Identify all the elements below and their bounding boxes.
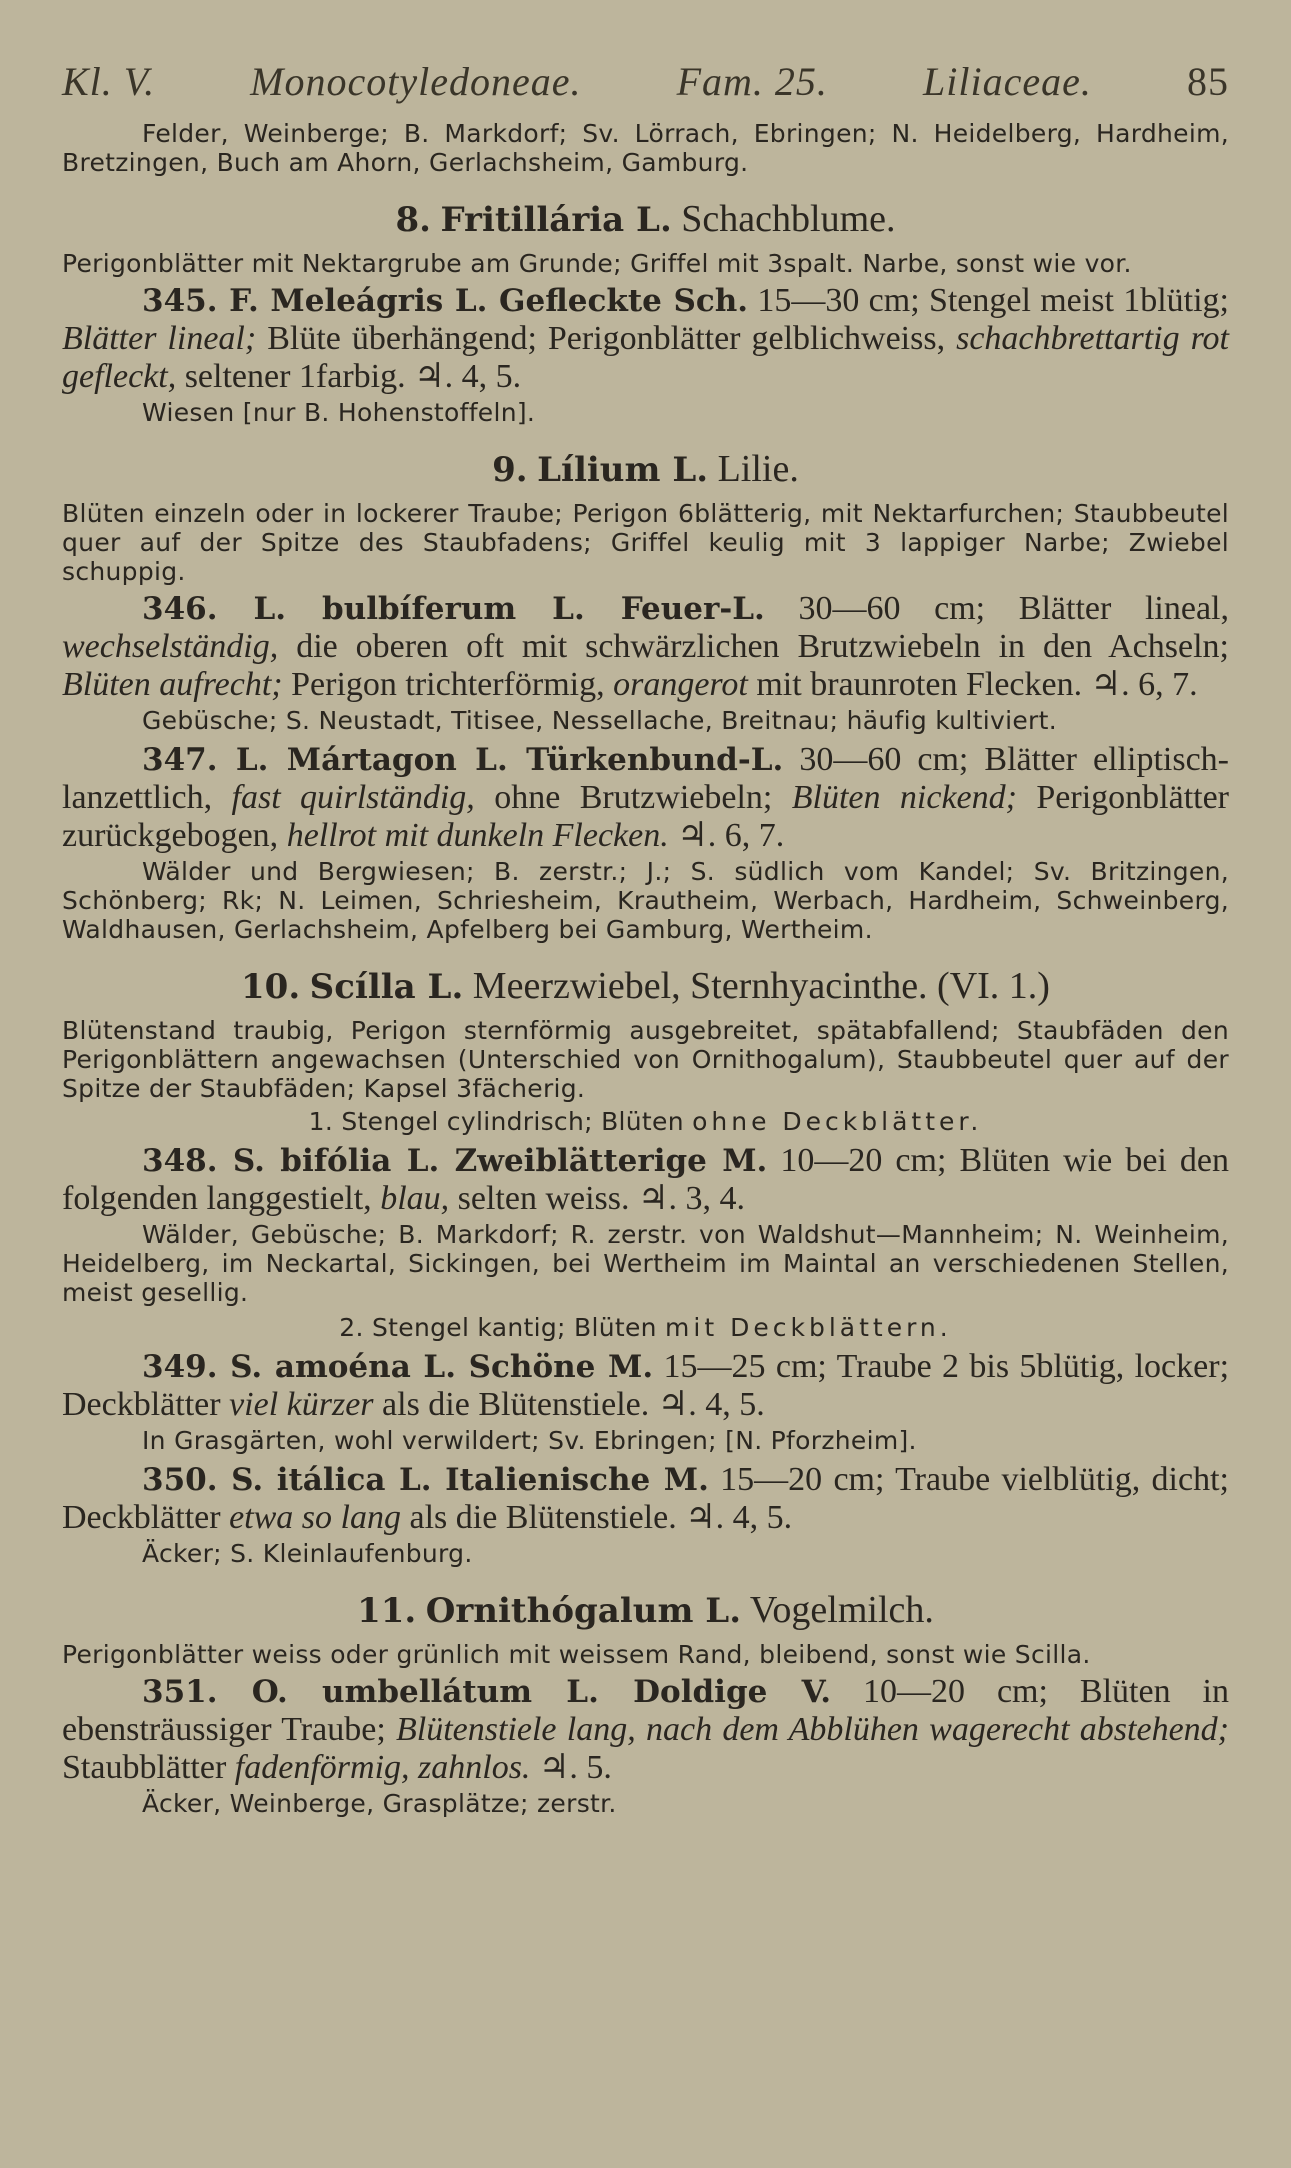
species-italic: Blütenstiele lang, nach dem Abblühen wagerecht abstehend; xyxy=(396,1711,1229,1748)
genus-heading-ornithogalum xyxy=(62,1588,1229,1632)
header-family-number: Fam. 25. xyxy=(676,59,828,104)
species-heading: 345. F. Meleágris L. Gefleckte Sch. xyxy=(142,283,749,319)
species-heading: 351. O. umbellátum L. Doldige V. xyxy=(142,1674,832,1710)
species-entry-351 xyxy=(62,1673,1229,1787)
species-text: ♃. 5. xyxy=(530,1749,612,1786)
species-text: 15—30 cm; Stengel meist 1blütig; xyxy=(748,282,1229,319)
species-text: seltener 1farbig. ♃. 4, 5. xyxy=(176,358,522,395)
species-text: 30—60 cm; Blätter lineal, xyxy=(764,590,1229,627)
species-entry-349 xyxy=(62,1348,1229,1424)
species-text: ♃. 6, 7. xyxy=(668,817,785,854)
species-heading: 347. L. Mártagon L. Türkenbund-L. xyxy=(142,742,784,778)
genus-common-name: Meerzwiebel, Sternhyacinthe. (VI. 1.) xyxy=(472,965,1050,1007)
running-header xyxy=(62,58,1229,105)
species-italic: blau, xyxy=(380,1180,450,1217)
species-text: als die Blütenstiele. ♃. 4, 5. xyxy=(400,1499,793,1536)
header-family: Liliaceae. xyxy=(923,59,1092,104)
key-line-2 xyxy=(62,1313,1229,1342)
species-italic: hellrot mit dunkeln Flecken. xyxy=(286,817,669,854)
species-localities: Gebüsche; S. Neustadt, Titisee, Nessellache, Breitnau; häufig kultiviert. xyxy=(142,706,1057,735)
species-italic: viel kürzer xyxy=(229,1386,374,1423)
species-heading: 350. S. itálica L. Italienische M. xyxy=(142,1462,709,1498)
key-line-1 xyxy=(62,1107,1229,1136)
species-localities: Wälder und Bergwiesen; B. zerstr.; J.; S. südlich vom Kandel; Sv. Britzingen, Schönberg; Rk; N. Leimen, Schriesheim, Krautheim, Werbach, Hardheim, Schweinberg, Waldhausen, Gerlachsheim, Apfelberg bei Gamburg, Wertheim. xyxy=(62,857,1229,944)
genus-name: Lílium L. xyxy=(537,450,709,490)
genus-description: Perigonblätter mit Nektargrube am Grunde; Griffel mit 3spalt. Narbe, sonst wie vor. xyxy=(62,249,1132,278)
species-text: Perigonblätter zurückgebogen, xyxy=(62,779,1230,854)
species-localities: In Grasgärten, wohl verwildert; Sv. Ebringen; [N. Pforzheim]. xyxy=(142,1426,917,1455)
genus-description: Blüten einzeln oder in lockerer Traube; Perigon 6blätterig, mit Nektarfurchen; Staubbeutel quer auf der Spitze des Staubfadens; Griffel keulig mit 3 lappiger Narbe; Zwiebel schuppig. xyxy=(62,499,1229,586)
intro-localities: Felder, Weinberge; B. Markdorf; Sv. Lörrach, Ebringen; N. Heidelberg, Hardheim, Bretzingen, Buch am Ahorn, Gerlachsheim, Gamburg. xyxy=(62,119,1229,177)
genus-heading-scilla xyxy=(62,964,1229,1008)
header-subclass: Monocotyledoneae. xyxy=(250,59,582,104)
genus-name: Fritillária L. xyxy=(440,200,672,240)
species-heading: 348. S. bifólia L. Zweiblätterige M. xyxy=(142,1143,768,1179)
genus-common-name: Schachblume. xyxy=(681,198,896,240)
species-entry-346 xyxy=(62,590,1229,704)
key-spaced-text: mit Deckblättern. xyxy=(665,1313,952,1342)
species-localities: Äcker, Weinberge, Grasplätze; zerstr. xyxy=(142,1789,617,1818)
genus-number: 10. xyxy=(241,967,301,1007)
genus-number: 8. xyxy=(395,200,431,240)
species-localities: Wälder, Gebüsche; B. Markdorf; R. zerstr. von Waldshut—Mannheim; N. Weinheim, Heidelberg, im Neckartal, Sickingen, bei Wertheim im Maintal an verschiedenen Stellen, meist gesellig. xyxy=(62,1220,1229,1307)
species-localities: Wiesen [nur B. Hohenstoffeln]. xyxy=(142,398,536,427)
key-text: 2. Stengel kantig; Blüten xyxy=(339,1313,666,1342)
genus-number: 9. xyxy=(492,450,528,490)
species-italic: etwa so lang xyxy=(229,1499,401,1536)
species-text: 10—20 cm; Blüten in ebensträussiger Traube; xyxy=(62,1673,1229,1748)
species-text: Staubblätter xyxy=(62,1749,235,1786)
header-class: Kl. V. xyxy=(62,59,156,104)
species-text: mit braunroten Flecken. ♃. 6, 7. xyxy=(747,666,1198,703)
species-italic: orangerot xyxy=(613,666,748,703)
species-text: 15—20 cm; Traube vielblütig, dicht; Deckblätter xyxy=(62,1461,1229,1536)
species-italic: schachbrettartig rot gefleckt, xyxy=(62,320,1230,395)
species-italic: Blätter lineal; xyxy=(62,320,257,357)
species-text: Perigon trichterförmig, xyxy=(282,666,614,703)
genus-common-name: Lilie. xyxy=(717,448,799,490)
species-entry-347 xyxy=(62,741,1229,855)
species-text: Blüte überhängend; Perigonblätter gelblichweiss, xyxy=(256,320,957,357)
genus-heading-lilium xyxy=(62,447,1229,491)
species-entry-348 xyxy=(62,1142,1229,1218)
species-localities: Äcker; S. Kleinlaufenburg. xyxy=(142,1539,473,1568)
genus-common-name: Vogelmilch. xyxy=(749,1589,934,1631)
species-text: selten weiss. ♃. 3, 4. xyxy=(449,1180,745,1217)
key-spaced-text: ohne Deckblätter. xyxy=(692,1107,983,1136)
species-heading: 346. L. bulbíferum L. Feuer-L. xyxy=(142,591,765,627)
species-text: ohne Brutzwiebeln; xyxy=(474,779,792,816)
species-text: 15—25 cm; Traube 2 bis 5blütig, locker; Deckblätter xyxy=(62,1348,1230,1423)
genus-heading-fritillaria xyxy=(62,197,1229,241)
page-number: 85 xyxy=(1186,59,1229,104)
species-italic: fast quirlständig, xyxy=(231,779,475,816)
species-text: die oberen oft mit schwärzlichen Brutzwiebeln in den Achseln; xyxy=(278,628,1229,665)
genus-description: Perigonblätter weiss oder grünlich mit weissem Rand, bleibend, sonst wie Scilla. xyxy=(62,1640,1091,1669)
species-heading: 349. S. amoéna L. Schöne M. xyxy=(142,1349,654,1385)
genus-description: Blütenstand traubig, Perigon sternförmig ausgebreitet, spätabfallend; Staubfäden den Perigonblättern angewachsen (Unterschied von Ornithogalum), Staubbeutel quer auf der Spitze der Staubfäden; Kapsel 3fächerig. xyxy=(62,1016,1229,1103)
species-text: als die Blütenstiele. ♃. 4, 5. xyxy=(373,1386,765,1423)
species-entry-345 xyxy=(62,282,1229,396)
genus-number: 11. xyxy=(357,1591,417,1631)
genus-name: Ornithógalum L. xyxy=(425,1591,742,1631)
species-italic: Blüten aufrecht; xyxy=(62,666,283,703)
genus-name: Scílla L. xyxy=(309,967,464,1007)
species-entry-350 xyxy=(62,1461,1229,1537)
species-text: 30—60 cm; Blätter elliptisch-lanzettlich, xyxy=(62,741,1229,816)
species-italic: fadenförmig, zahnlos. xyxy=(234,1749,531,1786)
key-text: 1. Stengel cylindrisch; Blüten xyxy=(308,1107,693,1136)
species-italic: wechselständig, xyxy=(62,628,279,665)
species-italic: Blüten nickend; xyxy=(791,779,1017,816)
species-text: 10—20 cm; Blüten wie bei den folgenden langgestielt, xyxy=(62,1142,1229,1217)
